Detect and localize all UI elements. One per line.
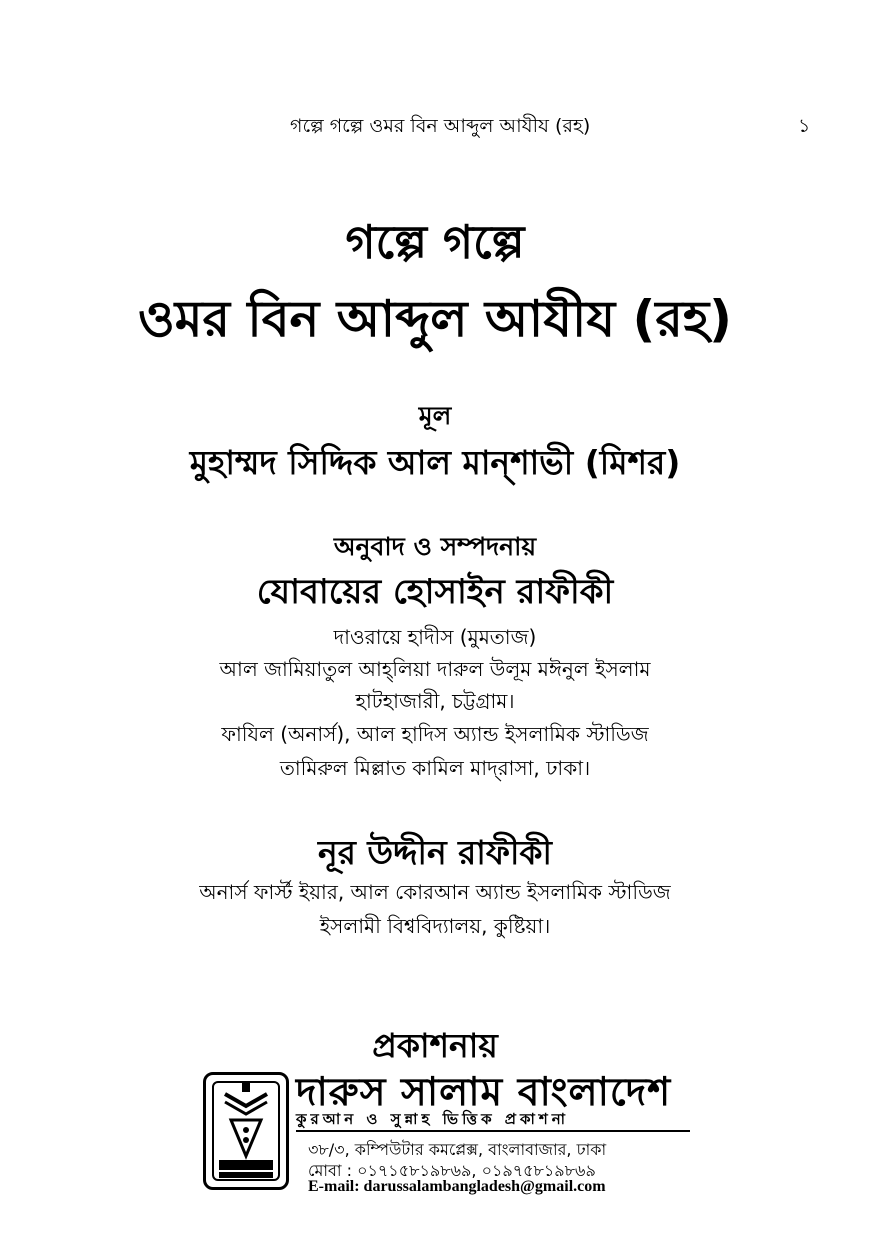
translator-1-credential: দাওরায়ে হাদীস (মুমতাজ) bbox=[333, 625, 537, 649]
publisher-email: E-mail: darussalambangladesh@gmail.com bbox=[308, 1178, 606, 1195]
original-label: মূল bbox=[418, 401, 452, 430]
translator-2-credential: অনার্স ফার্স্ট ইয়ার, আল কোরআন অ্যান্ড ইসলামিক স্টাডিজ bbox=[199, 880, 671, 904]
translator-1-credential: হাটহাজারী, চট্টগ্রাম। bbox=[355, 689, 515, 713]
book-title-line-2: ওমর বিন আব্দুল আযীয (রহ) bbox=[137, 290, 733, 348]
publisher-address: ৩৮/৩, কম্পিউটার কমপ্লেক্স, বাংলাবাজার, ঢাকা bbox=[308, 1140, 607, 1159]
book-title-line-1: গল্পে গল্পে bbox=[345, 215, 525, 269]
translator-2-name: নূর উদ্দীন রাফীকী bbox=[318, 833, 552, 872]
book-stand-icon bbox=[203, 1072, 289, 1190]
translator-1-name: যোবায়ের হোসাইন রাফীকী bbox=[256, 572, 614, 612]
translator-2-credential: ইসলামী বিশ্ববিদ্যালয়, কুষ্টিয়া। bbox=[319, 914, 551, 938]
translator-1-credential: আল জামিয়াতুল আহ্‌লিয়া দারুল উলূম মঈনুল ইসলাম bbox=[219, 657, 651, 681]
translation-label: অনুবাদ ও সম্পদনায় bbox=[333, 532, 537, 561]
page-number: ১ bbox=[798, 115, 811, 137]
publisher-name: দারুস সালাম বাংলাদেশ bbox=[296, 1070, 672, 1115]
original-author: মুহাম্মদ সিদ্দিক আল মান্‌শাভী (মিশর) bbox=[189, 443, 681, 482]
translator-1-credential: তামিরুল মিল্লাত কামিল মাদ্‌রাসা, ঢাকা। bbox=[279, 756, 591, 780]
publisher-label: প্রকাশনায় bbox=[372, 1026, 498, 1065]
publisher-phone: মোবা : ০১৭১৫৮১৯৮৬৯, ০১৯৭৫৮১৯৮৬৯ bbox=[308, 1161, 596, 1180]
publisher-logo bbox=[203, 1072, 289, 1190]
translator-1-credential: ফাযিল (অনার্স), আল হাদিস অ্যান্ড ইসলামিক স্টাডিজ bbox=[221, 722, 649, 746]
publisher-tagline: কুরআন ও সুন্নাহ ভিত্তিক প্রকাশনা bbox=[296, 1108, 690, 1132]
running-head-title: গল্পে গল্পে ওমর বিন আব্দুল আযীয (রহ) bbox=[290, 115, 591, 137]
